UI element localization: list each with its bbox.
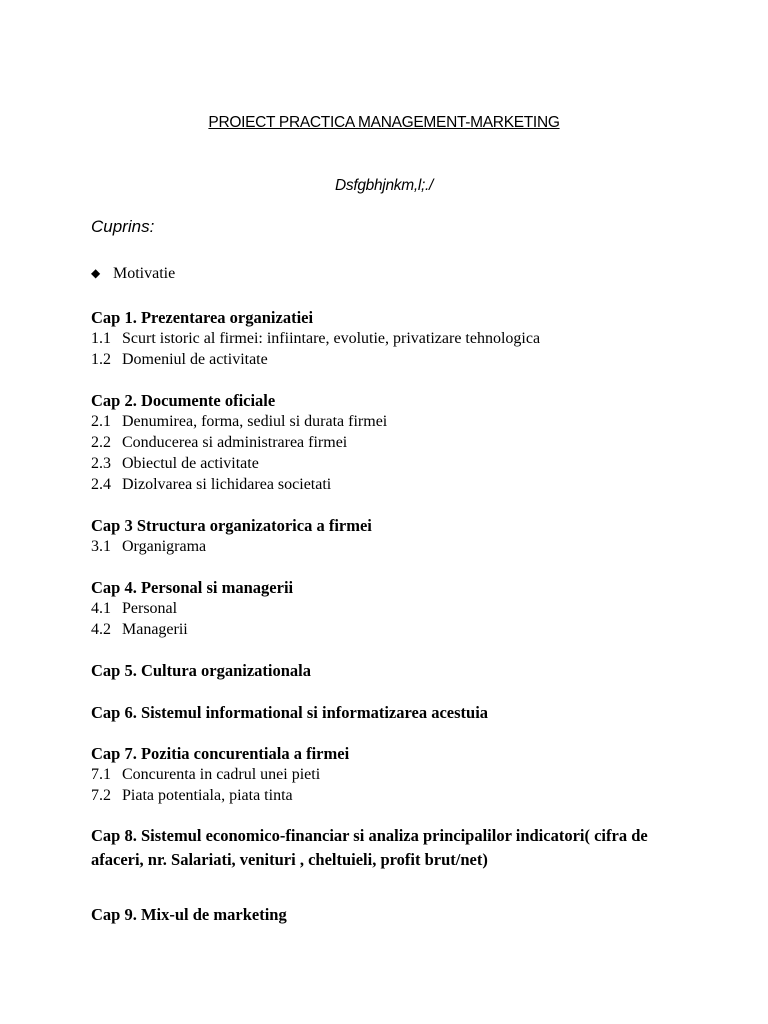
- section-item: [91, 328, 540, 349]
- section-number: 7.1: [91, 766, 111, 783]
- chapter-title: Cap 5. Cultura organizationala: [91, 661, 312, 680]
- section-text: Organigrama: [122, 538, 207, 555]
- section-number: 1.2: [91, 351, 111, 368]
- section-number: 7.2: [91, 787, 111, 804]
- toc-bullet-item: [91, 265, 175, 283]
- section-item: [91, 349, 268, 370]
- chapter-title: Cap 9. Mix-ul de marketing: [91, 905, 287, 924]
- section-text: Obiectul de activitate: [122, 455, 259, 472]
- section-text: Domeniul de activitate: [122, 351, 268, 368]
- section-item: [91, 411, 387, 432]
- section-text: Dizolvarea si lichidarea societati: [122, 476, 332, 493]
- section-text: Scurt istoric al firmei: infiintare, evolutie, privatizare tehnologica: [122, 330, 541, 347]
- section-text: Denumirea, forma, sediul si durata firmei: [122, 413, 388, 430]
- toc-bullet-label: Motivatie: [113, 265, 176, 282]
- section-number: 2.3: [91, 455, 111, 472]
- chapter-title: Cap 7. Pozitia concurentiala a firmei: [91, 744, 350, 763]
- section-item: [91, 474, 331, 495]
- chapter-title: Cap 4. Personal si managerii: [91, 578, 294, 597]
- diamond-bullet-icon: ◆: [91, 266, 101, 280]
- section-text: Concurenta in cadrul unei pieti: [122, 766, 321, 783]
- section-text: Personal: [122, 600, 178, 617]
- section-number: 4.1: [91, 600, 111, 617]
- section-item: [91, 536, 206, 557]
- section-item: [91, 619, 188, 640]
- section-text: Managerii: [122, 621, 188, 638]
- section-number: 2.1: [91, 413, 111, 430]
- section-item: [91, 432, 347, 453]
- document-subtitle: Dsfgbhjnkm,l;./: [334, 177, 433, 194]
- chapter-title: Cap 1. Prezentarea organizatiei: [91, 308, 314, 327]
- chapter-title: Cap 6. Sistemul informational si informatizarea acestuia: [91, 703, 489, 722]
- section-item: [91, 785, 293, 806]
- document-title: PROIECT PRACTICA MANAGEMENT-MARKETING: [208, 114, 560, 131]
- section-item: [91, 453, 259, 474]
- section-number: 1.1: [91, 330, 111, 347]
- section-text: Conducerea si administrarea firmei: [122, 434, 348, 451]
- chapter-title: Cap 2. Documente oficiale: [91, 391, 276, 410]
- section-text: Piata potentiala, piata tinta: [122, 787, 293, 804]
- section-item: [91, 764, 320, 785]
- toc-heading: Cuprins:: [91, 217, 155, 236]
- chapter-title: Cap 3 Structura organizatorica a firmei: [91, 516, 372, 535]
- section-number: 2.2: [91, 434, 111, 451]
- chapter-title: Cap 8. Sistemul economico-financiar si analiza principalilor indicatori( cifra de afaceri, nr. Salariati, venituri , cheltuieli, profit brut/net): [91, 826, 648, 869]
- section-number: 3.1: [91, 538, 111, 555]
- section-number: 2.4: [91, 476, 111, 493]
- section-number: 4.2: [91, 621, 111, 638]
- section-item: [91, 598, 177, 619]
